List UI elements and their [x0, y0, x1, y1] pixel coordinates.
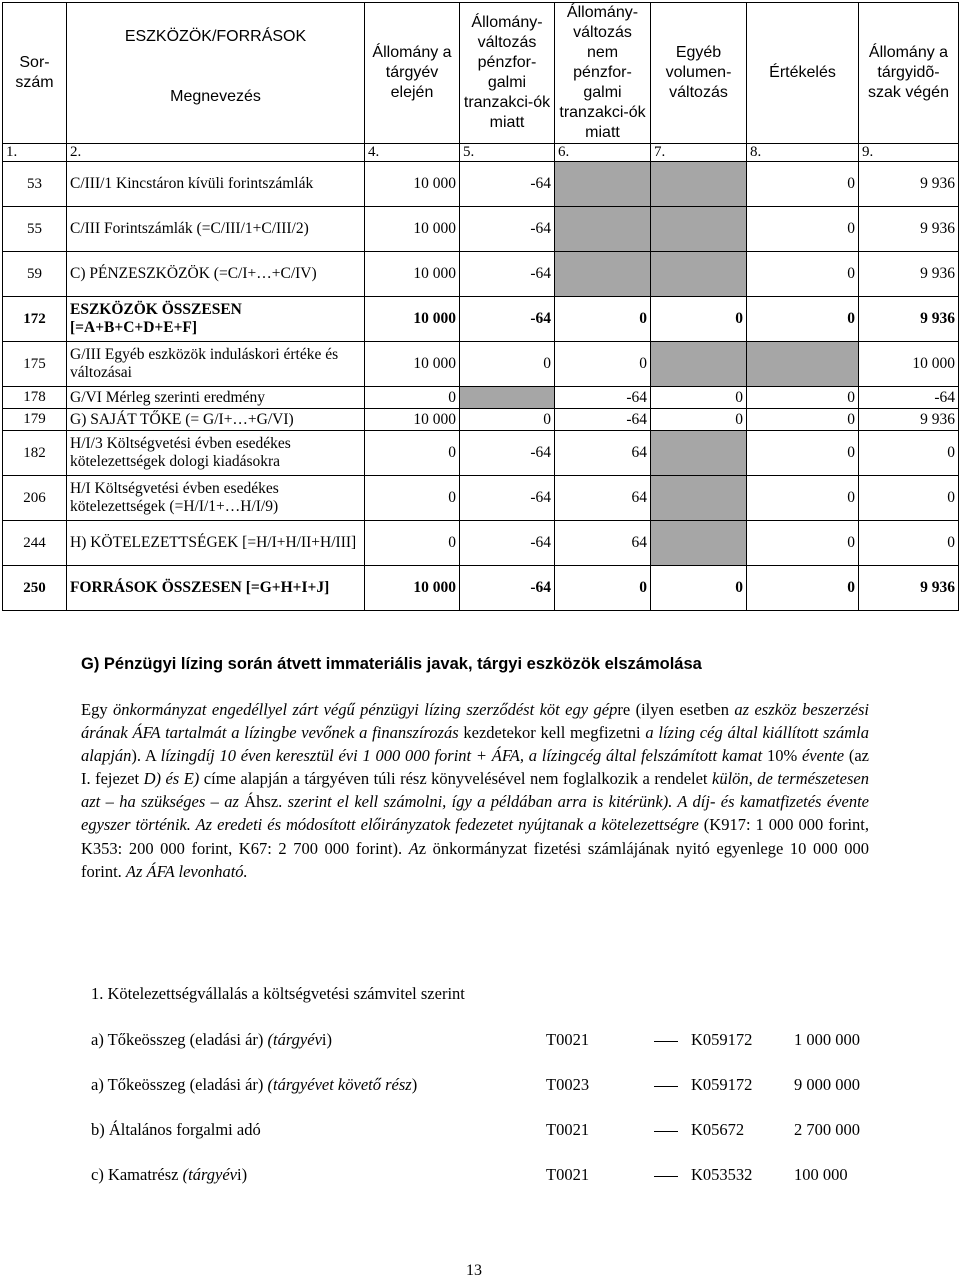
para-italic: önkormányzat engedéllyel zárt végű pénzügyi lízing szerződést köt egy gép: [113, 700, 618, 719]
entry-amount: 1 000 000: [794, 1030, 860, 1049]
cell-ertekeles: 0: [747, 162, 859, 207]
entry-label-text: ): [411, 1075, 418, 1094]
row-number: 175: [3, 342, 67, 387]
cell-nem-penzforgalmi: 0: [555, 342, 651, 387]
cell-ertekeles: 0: [747, 387, 859, 409]
table-row: [3, 342, 959, 387]
cell-allomany-eleje: 10 000: [365, 207, 460, 252]
cell-penzforgalmi: 0: [460, 409, 555, 431]
para-text: 10 000 000 forint.: [81, 838, 870, 881]
row-number: 206: [3, 476, 67, 521]
entry-label-text: i): [236, 1165, 248, 1184]
table-row: [3, 252, 959, 297]
num-cell: 8.: [747, 144, 859, 162]
cell-ertekeles: [747, 342, 859, 387]
cell-nem-penzforgalmi: 64: [555, 431, 651, 476]
cell-allomany-eleje: 10 000: [365, 566, 460, 611]
row-name: FORRÁSOK ÖSSZESEN [=G+H+I+J]: [67, 566, 365, 611]
cell-nem-penzforgalmi: [555, 162, 651, 207]
example-paragraph: [81, 698, 869, 883]
entry-label: [91, 1030, 332, 1050]
row-number: 55: [3, 207, 67, 252]
entry-label-text: a) Tőkeösszeg (eladási ár): [91, 1030, 268, 1049]
row-name: C) PÉNZESZKÖZÖK (=C/I+…+C/IV): [67, 252, 365, 297]
row-name: C/III Forintszámlák (=C/III/1+C/III/2): [67, 207, 365, 252]
header-eszkozok-forrasok: ESZKÖZÖK/FORRÁSOK: [124, 28, 307, 45]
header-megnevezes: [67, 3, 365, 144]
para-italic: külön, de természetesen azt – ha szükséges – az: [81, 769, 870, 812]
row-name: H) KÖTELEZETTSÉGEK [=H/I+H/II+H/III]: [67, 521, 365, 566]
cell-nem-penzforgalmi: -64: [555, 409, 651, 431]
cell-allomany-eleje: 10 000: [365, 297, 460, 342]
para-italic: az eszköz beszerzési árának ÁFA tartalmát a lízingbe vevőnek a finanszírozás: [81, 700, 869, 743]
header-allomany-eleje: Állomány a tárgyév elején: [365, 3, 460, 144]
page-number: 13: [466, 1262, 482, 1279]
row-number: 59: [3, 252, 67, 297]
para-italic: Az ÁFA levonható.: [125, 861, 248, 881]
para-text: Áhsz.: [238, 792, 288, 812]
cell-egyeb-volumen: [651, 342, 747, 387]
para-italic: évente: [801, 746, 845, 766]
table-row: [3, 476, 959, 521]
cell-allomany-eleje: 0: [365, 521, 460, 566]
cell-egyeb-volumen: [651, 252, 747, 297]
row-number: 53: [3, 162, 67, 207]
entry-label-italic: (tárgyév: [182, 1165, 237, 1184]
cell-penzforgalmi: -64: [460, 431, 555, 476]
table-row: [3, 207, 959, 252]
dash-separator: [654, 1131, 678, 1132]
para-text: re (ilyen esetben: [617, 700, 735, 719]
entry-label: [91, 1075, 417, 1095]
cell-penzforgalmi: -64: [460, 521, 555, 566]
cell-allomany-eleje: 10 000: [365, 252, 460, 297]
entry-amount: 9 000 000: [794, 1075, 860, 1094]
cell-penzforgalmi: -64: [460, 252, 555, 297]
cell-penzforgalmi: 0: [460, 342, 555, 387]
num-cell: 6.: [555, 144, 651, 162]
cell-penzforgalmi: -64: [460, 476, 555, 521]
row-number: 244: [3, 521, 67, 566]
cell-nem-penzforgalmi: 0: [555, 297, 651, 342]
cell-penzforgalmi: -64: [460, 297, 555, 342]
num-cell: 5.: [460, 144, 555, 162]
cell-nem-penzforgalmi: [555, 207, 651, 252]
entry-label: [91, 1120, 261, 1140]
cell-allomany-vege: 9 936: [859, 252, 959, 297]
header-penzforgalmi: Állomány-változás pénzfor-galmi tranzakci-ók miatt: [460, 3, 555, 144]
para-text: 10%: [762, 746, 802, 766]
cell-allomany-vege: 9 936: [859, 409, 959, 431]
booking-title: 1. Kötelezettségvállalás a költségvetési számvitel szerint: [91, 984, 465, 1003]
row-number: 182: [3, 431, 67, 476]
row-name: G/VI Mérleg szerinti eredmény: [67, 387, 365, 409]
entry-debit-account: T0023: [546, 1075, 590, 1094]
para-text: kezdetekor kell megfizetni: [458, 723, 646, 743]
entry-amount: 100 000: [794, 1165, 848, 1184]
entry-debit-account: T0021: [546, 1165, 590, 1184]
cell-allomany-vege: 10 000: [859, 342, 959, 387]
header-nem-penzforgalmi: Állomány-változás nem pénzfor-galmi tranzakci-ók miatt: [555, 3, 651, 144]
para-text: Egy: [81, 700, 114, 719]
cell-nem-penzforgalmi: 64: [555, 521, 651, 566]
cell-egyeb-volumen: 0: [651, 387, 747, 409]
cell-penzforgalmi: [460, 387, 555, 409]
table-row: [3, 521, 959, 566]
booking-entry: [91, 1030, 891, 1052]
cell-allomany-eleje: 10 000: [365, 342, 460, 387]
cell-allomany-vege: 0: [859, 476, 959, 521]
cell-ertekeles: 0: [747, 252, 859, 297]
num-cell: 2.: [67, 144, 365, 162]
row-name: G) SAJÁT TŐKE (= G/I+…+G/VI): [67, 409, 365, 431]
entry-credit-account: K053532: [691, 1165, 753, 1184]
cell-allomany-eleje: 0: [365, 476, 460, 521]
entry-credit-account: K059172: [691, 1075, 753, 1094]
entry-credit-account: K059172: [691, 1030, 753, 1049]
cell-allomany-eleje: 10 000: [365, 162, 460, 207]
row-name: H/I/3 Költségvetési évben esedékes kötelezettségek dologi kiadásokra: [67, 431, 365, 476]
booking-entry: [91, 1120, 891, 1142]
para-text: (az I. fejezet: [81, 746, 869, 789]
cell-penzforgalmi: -64: [460, 207, 555, 252]
para-italic: A: [408, 838, 419, 858]
para-italic: a lízing cég által kiállított számla alapján: [81, 723, 869, 766]
para-italic: lízingdíj 10 éven keresztül évi 1 000 000 forint + ÁFA, a lízingcég által felszámított kamat: [160, 746, 763, 766]
row-number: 250: [3, 566, 67, 611]
cell-allomany-vege: 0: [859, 431, 959, 476]
cell-nem-penzforgalmi: -64: [555, 387, 651, 409]
header-megnevezes-label: Megnevezés: [170, 88, 261, 105]
table-row: [3, 297, 959, 342]
section-heading: G) Pénzügyi lízing során átvett immateriális javak, tárgyi eszközök elszámolása: [81, 655, 702, 673]
header-allomany-vege: Állomány a tárgyidõ-szak végén: [859, 3, 959, 144]
row-name: G/III Egyéb eszközök induláskori értéke és változásai: [67, 342, 365, 387]
cell-egyeb-volumen: 0: [651, 409, 747, 431]
para-text: z önkormányzat fizetési számlájának nyitó egyenlege: [418, 838, 784, 858]
cell-egyeb-volumen: [651, 476, 747, 521]
dash-separator: [654, 1176, 678, 1177]
cell-allomany-vege: -64: [859, 387, 959, 409]
num-cell: 1.: [3, 144, 67, 162]
row-number: 179: [3, 409, 67, 431]
entry-label-text: c) Kamatrész: [91, 1165, 183, 1184]
row-name: H/I Költségvetési évben esedékes kötelezettségek (=H/I/1+…H/I/9): [67, 476, 365, 521]
para-text: (K917: 1 000 000 forint, K353: 200 000 forint, K67: 2 700 000 forint).: [81, 815, 870, 858]
cell-allomany-eleje: 10 000: [365, 409, 460, 431]
para-italic: szerint el kell számolni, így a példában arra is kitérünk). A díj- és kamatfizetés évente egyszer történik. Az eredeti és módosított előirányzatok fedezetet nyújtanak a kötelezettségre: [81, 792, 869, 835]
para-text: címe alapján a tárgyéven túli rész könyvelésével nem foglalkozik a rendelet: [199, 769, 713, 789]
entry-label-italic: (tárgyév: [267, 1030, 322, 1049]
entry-label-text: a) Tőkeösszeg (eladási ár): [91, 1075, 268, 1094]
cell-egyeb-volumen: 0: [651, 297, 747, 342]
num-cell: 7.: [651, 144, 747, 162]
entry-amount: 2 700 000: [794, 1120, 860, 1139]
header-egyeb-volumen: Egyéb volumen-változás: [651, 3, 747, 144]
cell-ertekeles: 0: [747, 207, 859, 252]
cell-egyeb-volumen: [651, 521, 747, 566]
cell-penzforgalmi: -64: [460, 162, 555, 207]
cell-ertekeles: 0: [747, 297, 859, 342]
cell-allomany-vege: 9 936: [859, 566, 959, 611]
booking-entry: [91, 1165, 891, 1187]
table-row: [3, 431, 959, 476]
cell-ertekeles: 0: [747, 409, 859, 431]
cell-ertekeles: 0: [747, 566, 859, 611]
balance-table: [2, 2, 959, 611]
table-row: [3, 162, 959, 207]
cell-penzforgalmi: -64: [460, 566, 555, 611]
entry-label-italic: (tárgyévet követő rész: [267, 1075, 412, 1094]
cell-egyeb-volumen: 0: [651, 566, 747, 611]
header-sorszam: Sor-szám: [3, 3, 67, 144]
cell-egyeb-volumen: [651, 162, 747, 207]
entry-debit-account: T0021: [546, 1030, 590, 1049]
para-text: ). A: [131, 746, 161, 766]
cell-allomany-eleje: 0: [365, 431, 460, 476]
row-name: C/III/1 Kincstáron kívüli forintszámlák: [67, 162, 365, 207]
cell-allomany-vege: 9 936: [859, 207, 959, 252]
entry-label-text: b) Általános forgalmi adó: [91, 1120, 261, 1139]
cell-egyeb-volumen: [651, 207, 747, 252]
cell-nem-penzforgalmi: 64: [555, 476, 651, 521]
row-number: 172: [3, 297, 67, 342]
cell-allomany-vege: 9 936: [859, 297, 959, 342]
cell-ertekeles: 0: [747, 476, 859, 521]
table-row: [3, 409, 959, 431]
cell-egyeb-volumen: [651, 431, 747, 476]
entry-credit-account: K05672: [691, 1120, 745, 1139]
table-row: [3, 566, 959, 611]
numbering-row: [3, 144, 959, 162]
cell-nem-penzforgalmi: [555, 252, 651, 297]
cell-nem-penzforgalmi: 0: [555, 566, 651, 611]
entry-label: [91, 1165, 247, 1185]
entry-label-text: i): [321, 1030, 332, 1049]
cell-allomany-eleje: 0: [365, 387, 460, 409]
cell-ertekeles: 0: [747, 521, 859, 566]
booking-entry: [91, 1075, 891, 1097]
dash-separator: [654, 1041, 678, 1042]
num-cell: 9.: [859, 144, 959, 162]
row-number: 178: [3, 387, 67, 409]
entry-debit-account: T0021: [546, 1120, 590, 1139]
cell-ertekeles: 0: [747, 431, 859, 476]
cell-allomany-vege: 0: [859, 521, 959, 566]
para-italic: D) és E): [143, 769, 200, 789]
cell-allomany-vege: 9 936: [859, 162, 959, 207]
num-cell: 4.: [365, 144, 460, 162]
dash-separator: [654, 1086, 678, 1087]
row-name: ESZKÖZÖK ÖSSZESEN [=A+B+C+D+E+F]: [67, 297, 365, 342]
table-row: [3, 387, 959, 409]
header-ertekeles: Értékelés: [747, 3, 859, 144]
